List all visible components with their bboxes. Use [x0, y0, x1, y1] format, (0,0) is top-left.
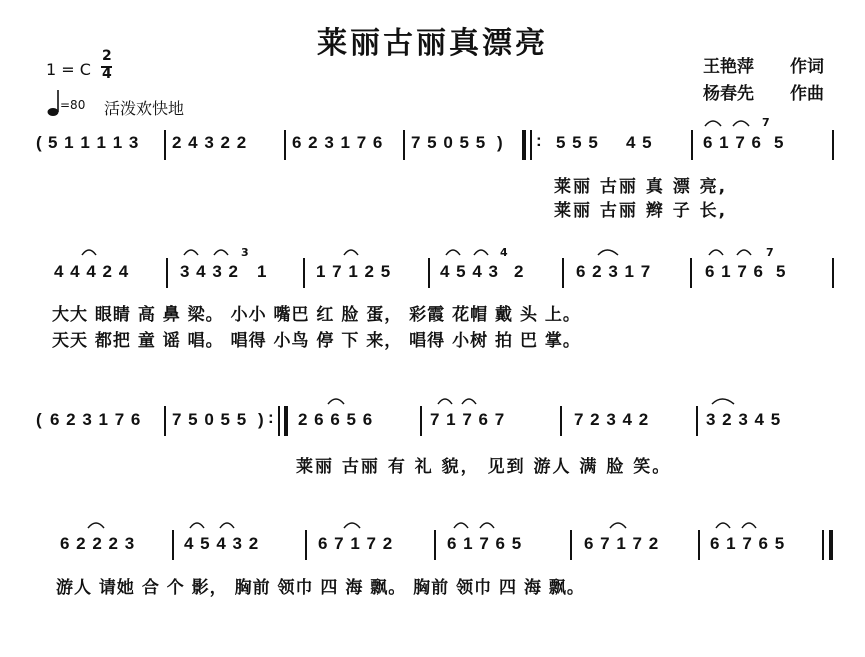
measure: 6 2 3 1 7 6	[292, 133, 384, 152]
measure: 6 1 7 6 5	[710, 534, 786, 553]
close-paren: )	[258, 410, 265, 429]
barline	[428, 258, 430, 288]
grace-note: 3	[241, 246, 249, 259]
slur-icon	[188, 516, 248, 530]
repeat-thick-bar	[522, 130, 526, 160]
measure: 3 2 3 4 5	[706, 410, 782, 429]
barline	[164, 130, 166, 160]
barline	[305, 530, 307, 560]
barline	[698, 530, 700, 560]
slur-icon	[436, 392, 496, 406]
repeat-dots: :	[536, 131, 543, 150]
lyric-verse-2: 天天 都把 童 谣 唱。 唱得 小鸟 停 下 来， 唱得 小树 拍 巴 掌。	[52, 331, 581, 351]
measure: 6 7 1 7 2	[318, 534, 394, 553]
barline	[562, 258, 564, 288]
open-paren: (	[36, 133, 43, 152]
barline	[560, 406, 562, 436]
measure: 4 4 4 2 4	[54, 262, 130, 281]
song-title: 莱丽古丽真漂亮	[317, 26, 548, 61]
repeat-thin-bar	[530, 130, 532, 160]
final-thick-bar	[829, 530, 833, 560]
key-signature: 1 = C	[46, 60, 91, 79]
barline	[303, 258, 305, 288]
lyric-verse-1: 大大 眼睛 高 鼻 梁。 小小 嘴巴 红 脸 蛋， 彩霞 花帽 戴 头 上。	[52, 305, 581, 325]
measure-part: 2	[514, 262, 525, 281]
slur-icon	[596, 243, 622, 257]
open-paren: (	[36, 410, 43, 429]
grace-note: 7	[766, 246, 774, 259]
time-signature-top: 2	[102, 48, 112, 64]
measure: 7 5 0 5 5	[411, 133, 487, 152]
slur-icon	[86, 516, 108, 530]
barline	[832, 130, 834, 160]
slur-icon	[703, 114, 763, 130]
barline	[284, 130, 286, 160]
slur-icon	[80, 243, 100, 257]
slur-icon	[714, 516, 770, 530]
lyric-verse-1: 游人 请她 合 个 影， 胸前 领巾 四 海 飘。 胸前 领巾 四 海 飘。	[56, 578, 585, 598]
measure: 7 1 7 6 7	[430, 410, 506, 429]
measure: 6 1 7 6 5	[447, 534, 523, 553]
barline	[434, 530, 436, 560]
barline	[166, 258, 168, 288]
slur-icon	[182, 243, 242, 257]
measure: 4 5 4 3 2	[184, 534, 260, 553]
measure: 6 7 1 7 2	[584, 534, 660, 553]
lyric-verse-1: 莱丽 古丽 真 漂 亮,	[554, 177, 728, 197]
composer-role: 作曲	[790, 84, 824, 104]
measure: 4 5 4 3	[440, 262, 499, 281]
measure-part: 5	[776, 262, 787, 281]
lyric-verse-2: 莱丽 古丽 辫 子 长,	[554, 201, 728, 221]
barline	[690, 258, 692, 288]
measure: 6 1 7 6	[705, 262, 764, 281]
measure: 2 6 6 5 6	[298, 410, 374, 429]
measure-part: 1	[257, 262, 268, 281]
measure-part: 5	[774, 133, 785, 152]
slur-icon	[608, 516, 630, 530]
measure: 5 5 5	[556, 133, 599, 152]
grace-note: 4	[500, 246, 508, 259]
slur-icon	[710, 392, 750, 406]
time-signature-bottom: 4	[102, 66, 112, 82]
barline	[172, 530, 174, 560]
measure: 1 7 1 2 5	[316, 262, 392, 281]
repeat-dots: :	[268, 408, 275, 427]
repeat-thick-bar	[284, 406, 288, 436]
barline	[691, 130, 693, 160]
tempo-value: =80	[60, 98, 86, 112]
slur-icon	[452, 516, 508, 530]
barline	[696, 406, 698, 436]
grace-note: 7	[762, 116, 770, 129]
slur-icon	[444, 243, 504, 257]
measure: 7 2 3 4 2	[574, 410, 650, 429]
slur-icon	[342, 516, 364, 530]
slur-icon	[342, 243, 362, 257]
measure-part: 4 5	[626, 133, 653, 152]
tempo-text: 活泼欢快地	[104, 99, 185, 118]
repeat-thin-bar	[278, 406, 280, 436]
composer-name: 杨春先	[703, 84, 754, 104]
barline	[570, 530, 572, 560]
measure: 3 4 3 2	[180, 262, 239, 281]
measure: 5 1 1 1 1 3	[48, 133, 140, 152]
measure: 2 4 3 2 2	[172, 133, 248, 152]
lyricist-name: 王艳萍	[703, 57, 754, 77]
lyricist-role: 作词	[790, 57, 824, 77]
lyric-verse-1: 莱丽 古丽 有 礼 貌， 见到 游人 满 脸 笑。	[296, 457, 672, 477]
measure: 6 2 3 1 7	[576, 262, 652, 281]
barline	[164, 406, 166, 436]
barline	[420, 406, 422, 436]
slur-icon	[326, 392, 348, 406]
slur-icon	[707, 243, 767, 257]
final-thin-bar	[822, 530, 824, 560]
close-paren: )	[497, 133, 504, 152]
measure: 6 1 7 6	[703, 133, 762, 152]
barline	[403, 130, 405, 160]
measure: 6 2 2 2 3	[60, 534, 136, 553]
barline	[832, 258, 834, 288]
measure: 7 5 0 5 5	[172, 410, 248, 429]
measure: 6 2 3 1 7 6	[50, 410, 142, 429]
